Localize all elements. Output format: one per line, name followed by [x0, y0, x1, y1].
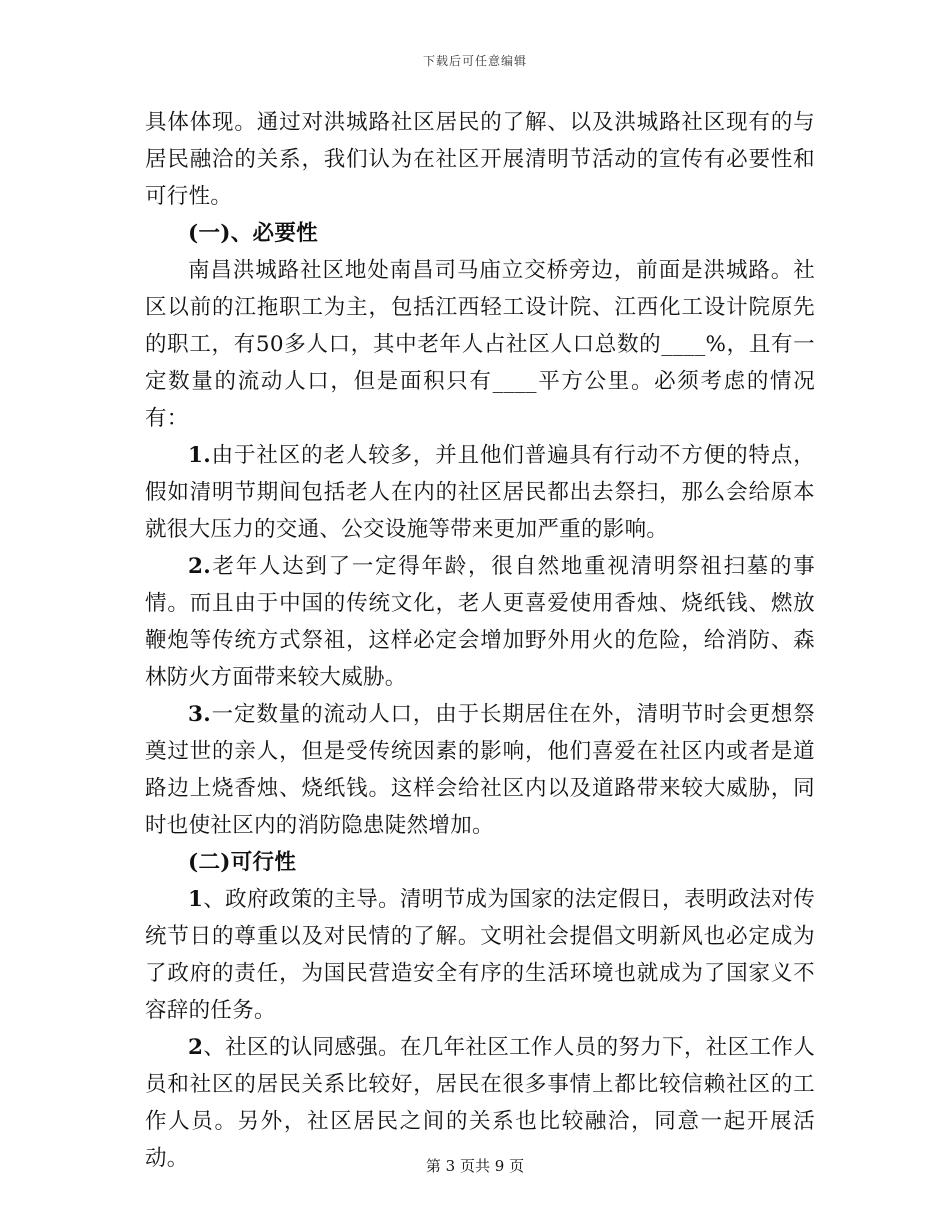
intro-paragraph: 具体体现。通过对洪城路社区居民的了解、以及洪城路社区现有的与居民融洽的关系，我们认为在社区开展清明节活动的宣传有必要性和可行性。: [145, 110, 815, 209]
necessity-point-1: [145, 437, 815, 548]
point-text: 老年人达到了一定得年龄，很自然地重视清明祭祖扫墓的事情。而且由于中国的传统文化，老人更喜爱使用香烛、烧纸钱、燃放鞭炮等传统方式祭祖，这样必定会增加野外用火的危险，给消防、森林防火方面带来较大威胁。: [145, 554, 815, 690]
point-number: 2: [188, 1035, 204, 1060]
necessity-paragraph: 南昌洪城路社区地处南昌司马庙立交桥旁边，前面是洪城路。社区以前的江拖职工为主，包括江西轻工设计院、江西化工设计院原先的职工，有50多人口，其中老年人占社区人口总数的____%，且有一定数量的流动人口，但是面积只有____平方公里。必须考虑的情况有：: [145, 258, 815, 431]
point-text: 由于社区的老人较多，并且他们普遍具有行动不方便的特点，假如清明节期间包括老人在内的社区居民都出去祭扫，那么会给原本就很大压力的交通、公交设施等带来更加严重的影响。: [145, 443, 815, 542]
page-header: 下载后可任意编辑: [422, 54, 527, 68]
feasibility-heading: (二)可行性: [188, 850, 297, 875]
point-text: 一定数量的流动人口，由于长期居住在外，清明节时会更想祭奠过世的亲人，但是受传统因素的影响，他们喜爱在社区内或者是道路边上烧香烛、烧纸钱。这样会给社区内以及道路带来较大威胁，同时也使社区内的消防隐患陡然增加。: [145, 702, 815, 838]
document-body: [145, 104, 815, 1177]
point-number: 1: [188, 887, 204, 912]
page-footer: 第 3 页共 9 页: [425, 1157, 525, 1175]
point-text: 、政府政策的主导。清明节成为国家的法定假日，表明政法对传统节日的尊重以及对民情的了解。文明社会提倡文明新风也必定成为了政府的责任，为国民营造安全有序的生活环境也就成为了国家义不容辞的任务。: [145, 887, 815, 1023]
necessity-point-2: [145, 548, 815, 696]
point-number: 2.: [188, 554, 212, 579]
necessity-heading: (一)、必要性: [188, 221, 318, 246]
necessity-point-3: [145, 696, 815, 844]
point-number: 3.: [188, 702, 212, 727]
point-number: 1.: [188, 443, 212, 468]
feasibility-point-1: [145, 881, 815, 1029]
point-text: 、社区的认同感强。在几年社区工作人员的努力下，社区工作人员和社区的居民关系比较好，居民在很多事情上都比较信赖社区的工作人员。另外，社区居民之间的关系也比较融洽，同意一起开展活动。: [145, 1035, 815, 1171]
